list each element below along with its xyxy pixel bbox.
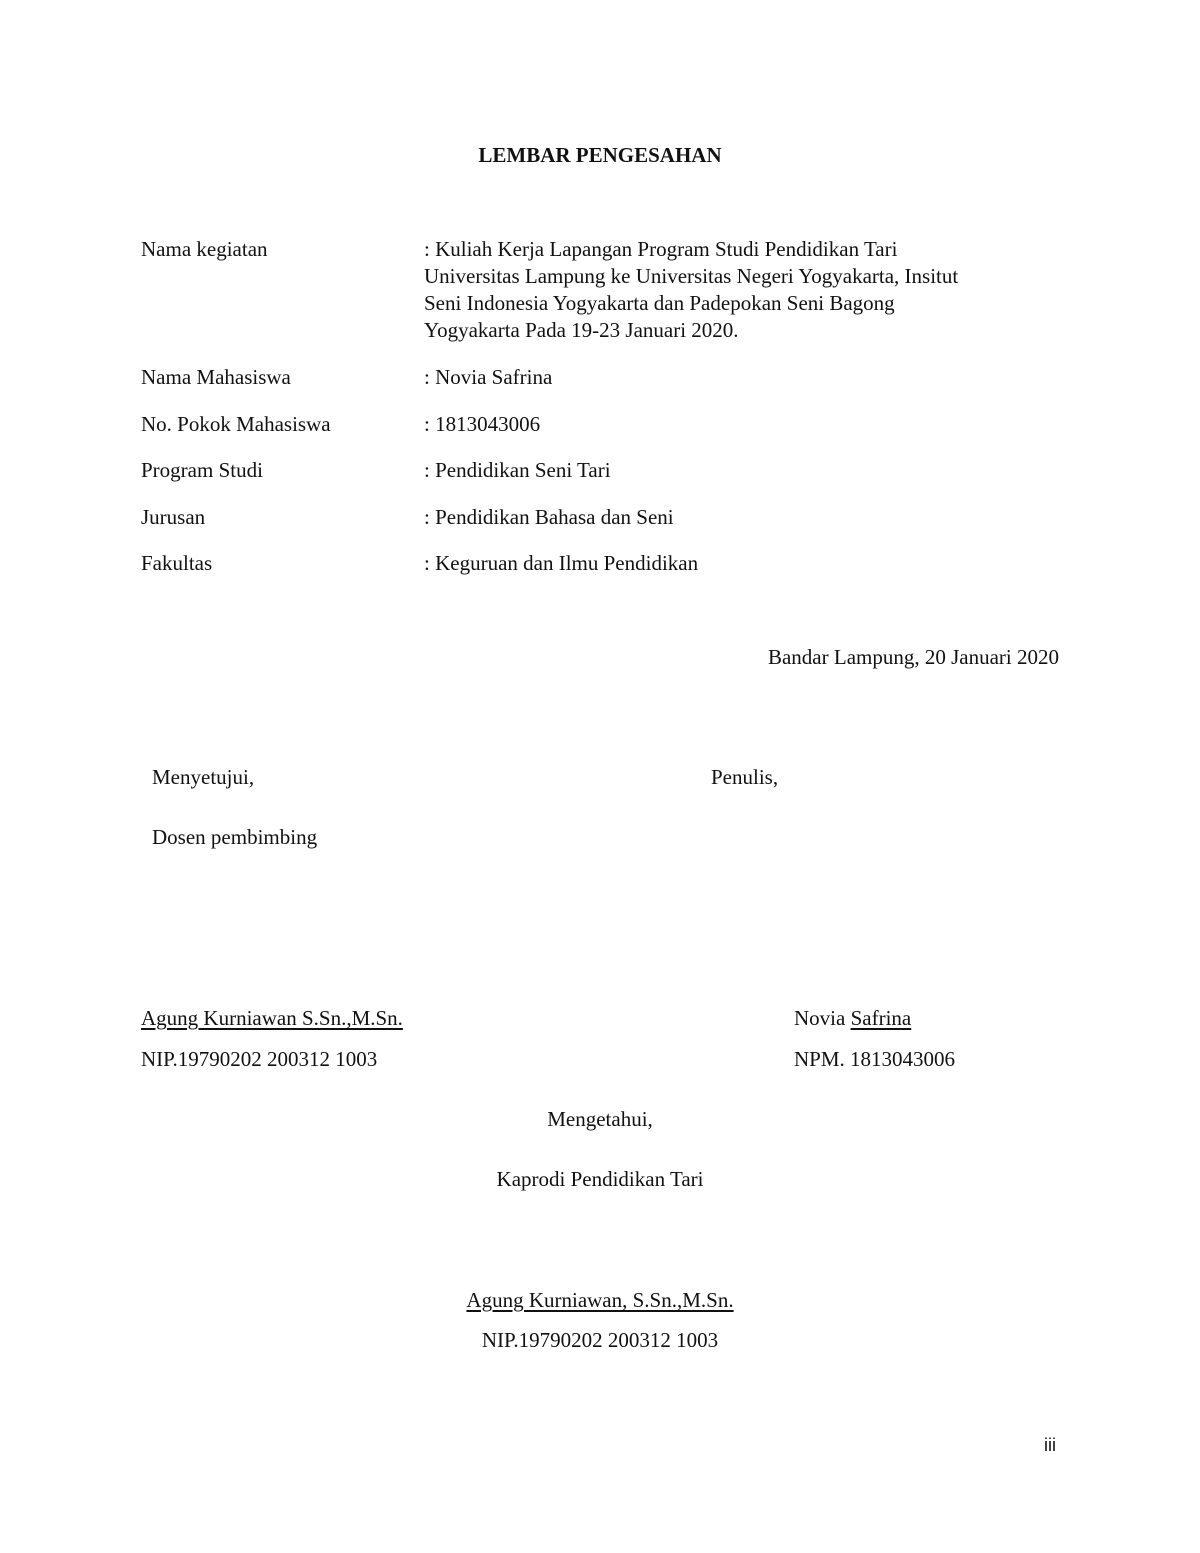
field-value-line: Universitas Lampung ke Universitas Negeri Yogyakarta, Insitut	[424, 264, 959, 288]
field-label-nama-kegiatan: Nama kegiatan	[141, 237, 268, 261]
field-value-npm: : 1813043006	[424, 412, 541, 436]
document-title: LEMBAR PENGESAHAN	[478, 143, 722, 167]
supervisor-role: Dosen pembimbing	[152, 825, 318, 849]
field-value-jurusan: : Pendidikan Bahasa dan Seni	[424, 505, 674, 529]
field-label-jurusan: Jurusan	[141, 505, 206, 529]
author-id: NPM. 1813043006	[794, 1047, 956, 1071]
supervisor-id: NIP.19790202 200312 1003	[141, 1047, 378, 1071]
field-value-program-studi: : Pendidikan Seni Tari	[424, 458, 611, 482]
field-label-npm: No. Pokok Mahasiswa	[141, 412, 331, 436]
field-value-fakultas: : Keguruan dan Ilmu Pendidikan	[424, 551, 699, 575]
author-first-name: Novia	[794, 1006, 851, 1030]
field-value-line: : Kuliah Kerja Lapangan Program Studi Pendidikan Tari	[424, 237, 898, 261]
field-value-nama-mahasiswa: : Novia Safrina	[424, 365, 553, 389]
page-number: iii	[1044, 1435, 1056, 1455]
head-of-program-id: NIP.19790202 200312 1003	[481, 1328, 719, 1352]
field-value-line: Yogyakarta Pada 19-23 Januari 2020.	[424, 318, 739, 342]
field-label-program-studi: Program Studi	[141, 458, 263, 482]
author-last-name: Safrina	[850, 1006, 912, 1030]
field-value-line: Seni Indonesia Yogyakarta dan Padepokan Seni Bagong	[424, 291, 895, 315]
field-label-nama-mahasiswa: Nama Mahasiswa	[141, 365, 291, 389]
approval-label: Menyetujui,	[152, 765, 255, 789]
supervisor-name: Agung Kurniawan S.Sn.,M.Sn.	[141, 1006, 403, 1030]
acknowledge-label: Mengetahui,	[547, 1107, 653, 1131]
head-of-program-name-wrap	[0, 1287, 1200, 1314]
field-value-nama-kegiatan	[424, 236, 1044, 344]
author-name	[794, 1005, 911, 1032]
field-label-fakultas: Fakultas	[141, 551, 213, 575]
head-of-program-role: Kaprodi Pendidikan Tari	[496, 1167, 704, 1191]
place-date: Bandar Lampung, 20 Januari 2020	[767, 645, 1059, 669]
head-of-program-name: Agung Kurniawan, S.Sn.,M.Sn.	[466, 1288, 734, 1312]
author-role: Penulis,	[711, 765, 779, 789]
